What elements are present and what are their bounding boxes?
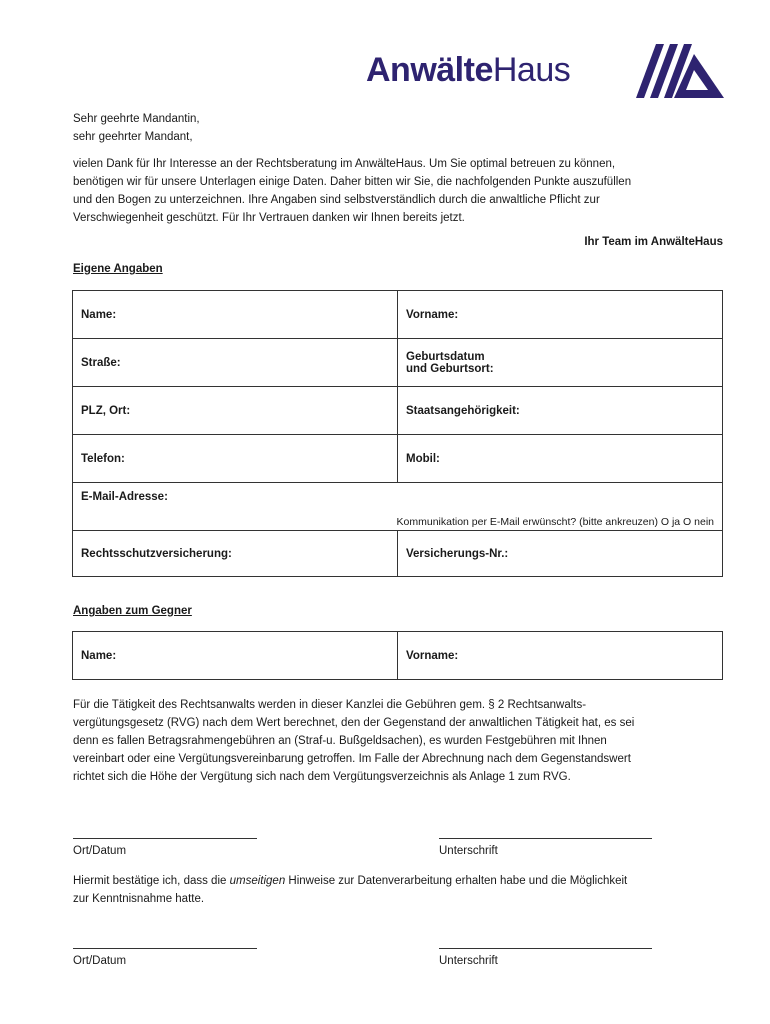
opponent-firstname-label: Vorname: (406, 649, 459, 662)
field-birth-label-2: und Geburtsort: (406, 362, 494, 375)
brand-logo-icon (636, 44, 724, 100)
privacy-line-1 (73, 872, 725, 890)
opponent-field-firstname[interactable] (398, 632, 723, 680)
field-name[interactable] (73, 291, 398, 339)
fees-line-1: Für die Tätigkeit des Rechtsanwalts werden in dieser Kanzlei die Gebühren gem. § 2 Rechtsanwalts- (73, 699, 587, 711)
field-mobile-label: Mobil: (406, 452, 440, 465)
fees-line-2: vergütungsgesetz (RVG) nach dem Wert berechnet, den der Gegenstand der anwaltlichen Tätigkeit hat, es sei (73, 717, 635, 729)
sig1-signature-label: Unterschrift (439, 845, 498, 857)
intro-line-1: vielen Dank für Ihr Interesse an der Rechtsberatung im AnwälteHaus. Um Sie optimal betreuen zu können, (73, 158, 616, 170)
greeting-line-2: sehr geehrter Mandant, (73, 131, 193, 143)
opponent-table (72, 631, 723, 680)
field-insurance-no-label: Versicherungs-Nr.: (406, 547, 509, 560)
privacy-line-2: zur Kenntnisnahme hatte. (73, 893, 205, 905)
own-data-heading: Eigene Angaben (73, 263, 163, 275)
opponent-name-label: Name: (81, 649, 117, 662)
field-insurance-label: Rechtsschutzversicherung: (81, 547, 232, 560)
opponent-heading: Angaben zum Gegner (73, 605, 192, 617)
sig1-place-date-line[interactable] (73, 838, 257, 839)
privacy-text-before: Hiermit bestätige ich, dass die (73, 875, 230, 887)
field-nationality[interactable] (398, 387, 723, 435)
sig1-place-date-label: Ort/Datum (73, 845, 127, 857)
brand-name-light: Haus (492, 51, 571, 89)
field-insurance-no[interactable] (398, 531, 723, 577)
field-phone[interactable] (73, 435, 398, 483)
intro-line-3: und den Bogen zu unterzeichnen. Ihre Angaben sind selbstverständlich durch die anwaltliche Pflicht zur (73, 194, 600, 206)
fees-line-4: vereinbart oder eine Vergütungsvereinbarung getroffen. Im Falle der Abrechnung nach dem Gegenstandswert (73, 753, 631, 765)
intro-line-4: Verschwiegenheit geschützt. Für Ihr Vertrauen danken wir Ihnen bereits jetzt. (73, 212, 465, 224)
field-phone-label: Telefon: (81, 452, 125, 465)
own-data-table (72, 290, 723, 577)
field-mobile[interactable] (398, 435, 723, 483)
field-name-label: Name: (81, 308, 117, 321)
sig2-signature-line[interactable] (439, 948, 652, 949)
fees-line-5: richtet sich die Höhe der Vergütung sich nach dem Vergütungsverzeichnis als Anlage 1 zum RVG. (73, 771, 571, 783)
sig1-signature-line[interactable] (439, 838, 652, 839)
sig2-place-date-line[interactable] (73, 948, 257, 949)
field-firstname[interactable] (398, 291, 723, 339)
fees-line-3: denn es fallen Betragsrahmengebühren an (Straf-u. Bußgeldsachen), es wurden Festgebühren mit Ihnen (73, 735, 607, 747)
email-consent-checkbox[interactable]: Kommunikation per E-Mail erwünscht? (bitte ankreuzen) O ja O nein (396, 516, 714, 528)
privacy-text-after: Hinweise zur Datenverarbeitung erhalten habe und die Möglichkeit (285, 875, 628, 887)
intro-line-2: benötigen wir für unsere Unterlagen einige Daten. Daher bitten wir Sie, die nachfolgenden Punkte auszufüllen (73, 176, 632, 188)
greeting-line-1: Sehr geehrte Mandantin, (73, 113, 200, 125)
field-email-label: E-Mail-Adresse: (81, 491, 168, 503)
sig2-signature-label: Unterschrift (439, 955, 498, 967)
field-insurance[interactable] (73, 531, 398, 577)
field-firstname-label: Vorname: (406, 308, 459, 321)
intro-signoff: Ihr Team im AnwälteHaus (584, 236, 723, 248)
brand-name-bold: Anwälte (366, 51, 493, 89)
opponent-field-name[interactable] (73, 632, 398, 680)
field-email[interactable] (73, 483, 723, 531)
privacy-text-em: umseitigen (229, 875, 286, 887)
sig2-place-date-label: Ort/Datum (73, 955, 127, 967)
field-birth[interactable] (398, 339, 723, 387)
brand-logo-text (366, 50, 570, 90)
field-birth-label-1: Geburtsdatum (406, 350, 485, 363)
field-nationality-label: Staatsangehörigkeit: (406, 404, 520, 417)
field-city-label: PLZ, Ort: (81, 404, 131, 417)
field-city[interactable] (73, 387, 398, 435)
field-street[interactable] (73, 339, 398, 387)
field-street-label: Straße: (81, 356, 121, 369)
